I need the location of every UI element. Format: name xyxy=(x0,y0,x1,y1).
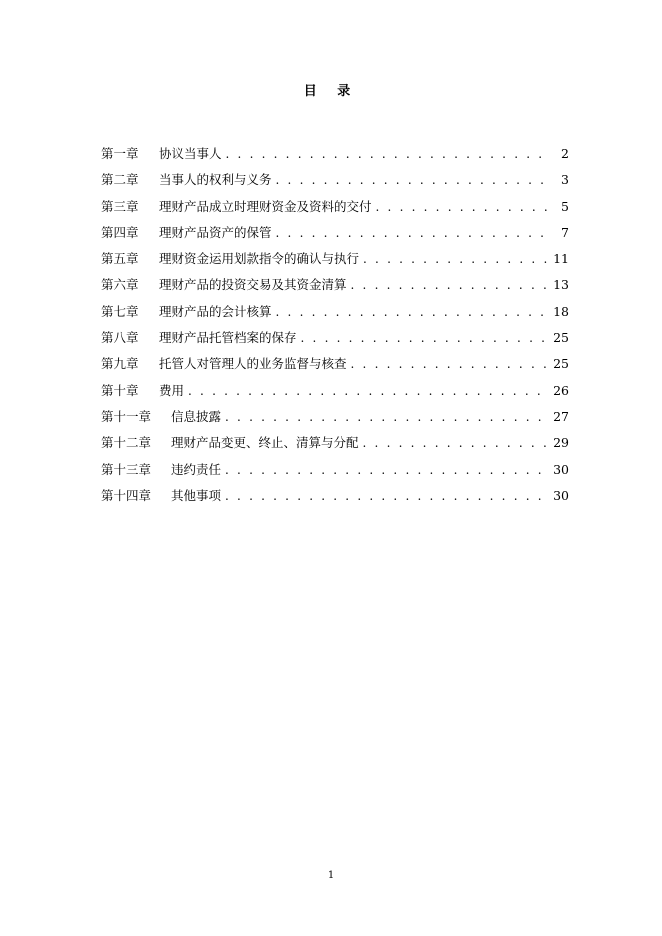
toc-dot-leader xyxy=(351,276,550,294)
toc-chapter-title: 其他事项 xyxy=(171,487,222,503)
toc-chapter-number: 第二章 xyxy=(101,172,139,188)
toc-chapter-title: 托管人对管理人的业务监督与核查 xyxy=(159,356,347,372)
toc-page-number: 30 xyxy=(553,461,569,477)
toc-page-number: 2 xyxy=(561,146,569,161)
toc-entry[interactable] xyxy=(101,355,569,381)
toc-chapter-number: 第五章 xyxy=(101,251,139,267)
toc-page-number: 18 xyxy=(553,303,569,319)
toc-entry[interactable] xyxy=(101,303,569,329)
toc-chapter-number: 第十二章 xyxy=(101,435,152,451)
toc-dot-leader xyxy=(276,171,551,189)
toc-entry[interactable] xyxy=(101,382,569,408)
toc-dot-leader xyxy=(276,303,550,321)
toc-dot-leader xyxy=(301,329,550,347)
toc-chapter-title: 理财产品托管档案的保存 xyxy=(159,330,297,346)
toc-page-number: 25 xyxy=(553,330,569,346)
toc-chapter-title: 当事人的权利与义务 xyxy=(159,172,272,188)
toc-chapter-title: 理财产品成立时理财资金及资料的交付 xyxy=(159,198,372,214)
toc-dot-leader xyxy=(225,408,549,426)
toc-entry[interactable] xyxy=(101,487,569,513)
toc-chapter-number: 第十章 xyxy=(101,382,139,398)
toc-chapter-title: 理财产品资产的保管 xyxy=(159,224,272,240)
toc-chapter-title: 理财产品的会计核算 xyxy=(159,303,272,319)
toc-page-number: 29 xyxy=(553,435,569,451)
footer-page-number: 1 xyxy=(327,870,335,881)
toc-dot-leader xyxy=(376,198,551,216)
toc-chapter-number: 第十四章 xyxy=(101,487,152,503)
toc-chapter-number: 第十一章 xyxy=(101,408,152,424)
toc-page-number: 7 xyxy=(561,224,569,240)
toc-dot-leader xyxy=(226,145,551,163)
toc-entry[interactable] xyxy=(101,250,569,276)
toc-page-number: 11 xyxy=(553,251,569,267)
toc-chapter-number: 第九章 xyxy=(101,356,139,372)
toc-chapter-number: 第八章 xyxy=(101,330,139,346)
toc-page-number: 27 xyxy=(553,408,569,424)
toc-chapter-title: 费用 xyxy=(159,382,185,398)
toc-entry[interactable] xyxy=(101,224,569,250)
toc-chapter-number: 第四章 xyxy=(101,224,139,240)
toc-chapter-title: 理财产品变更、终止、清算与分配 xyxy=(171,435,359,451)
toc-page-number: 30 xyxy=(553,487,569,503)
toc-entry[interactable] xyxy=(101,198,569,224)
toc-dot-leader xyxy=(363,250,549,268)
toc-entry[interactable] xyxy=(101,461,569,487)
toc-chapter-number: 第六章 xyxy=(101,277,139,293)
toc-page-number: 26 xyxy=(553,382,569,398)
toc-page-number: 13 xyxy=(553,277,569,293)
toc-page-number: 3 xyxy=(561,172,569,188)
toc-chapter-title: 协议当事人 xyxy=(159,146,222,161)
toc-entry[interactable] xyxy=(101,171,569,197)
toc-dot-leader xyxy=(188,382,549,400)
toc-chapter-number: 第一章 xyxy=(101,146,139,161)
toc-chapter-title: 违约责任 xyxy=(171,461,222,477)
toc-dot-leader xyxy=(351,355,550,373)
toc-chapter-number: 第三章 xyxy=(101,198,139,214)
toc-entry[interactable] xyxy=(101,145,569,171)
toc-dot-leader xyxy=(225,461,549,479)
toc-page-number: 5 xyxy=(561,198,569,214)
toc-chapter-title: 信息披露 xyxy=(171,408,222,424)
toc-entry[interactable] xyxy=(101,434,569,460)
toc-entry[interactable] xyxy=(101,276,569,302)
toc-chapter-number: 第十三章 xyxy=(101,461,152,477)
page-title: 目 录 xyxy=(303,84,359,99)
toc-entry[interactable] xyxy=(101,408,569,434)
toc-chapter-number: 第七章 xyxy=(101,303,139,319)
toc-dot-leader xyxy=(276,224,551,242)
table-of-contents xyxy=(101,145,569,513)
toc-page-number: 25 xyxy=(553,356,569,372)
toc-dot-leader xyxy=(363,434,550,452)
toc-dot-leader xyxy=(225,487,549,505)
toc-chapter-title: 理财资金运用划款指令的确认与执行 xyxy=(159,251,360,267)
toc-entry[interactable] xyxy=(101,329,569,355)
toc-chapter-title: 理财产品的投资交易及其资金清算 xyxy=(159,277,347,293)
